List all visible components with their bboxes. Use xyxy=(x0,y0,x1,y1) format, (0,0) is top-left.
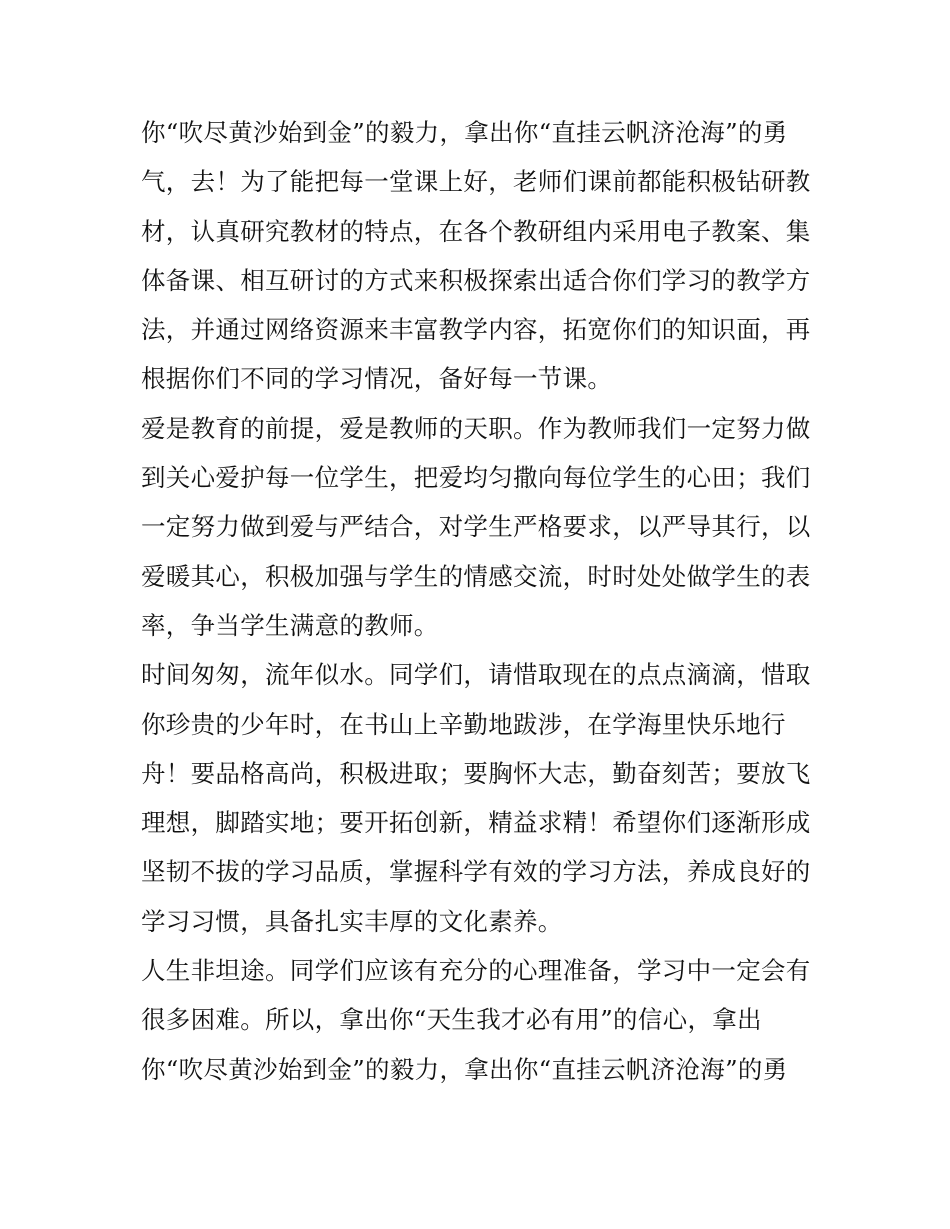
text-line: 材，认真研究教材的特点，在各个教研组内采用电子教案、集 xyxy=(141,216,811,246)
text-line: 你“吹尽黄沙始到金”的毅力，拿出你“直挂云帆济沧海”的勇 xyxy=(141,1054,788,1084)
text-line: 时间匆匆，流年似水。同学们，请惜取现在的点点滴滴，惜取 xyxy=(141,660,811,690)
text-line: 根据你们不同的学习情况，备好每一节课。 xyxy=(141,364,613,394)
text-line: 学习习惯，具备扎实丰厚的文化素养。 xyxy=(141,906,563,936)
text-line: 气，去！为了能把每一堂课上好，老师们课前都能积极钻研教 xyxy=(141,167,811,197)
text-line: 到关心爱护每一位学生，把爱均匀撒向每位学生的心田；我们 xyxy=(141,463,811,493)
text-line: 率，争当学生满意的教师。 xyxy=(141,610,439,640)
body-text xyxy=(141,108,821,1094)
text-line: 你珍贵的少年时，在书山上辛勤地跋涉，在学海里快乐地行 xyxy=(141,709,786,739)
text-line: 舟！要品格高尚，积极进取；要胸怀大志，勤奋刻苦；要放飞 xyxy=(141,758,811,788)
text-line: 一定努力做到爱与严结合，对学生严格要求，以严导其行，以 xyxy=(141,512,811,542)
text-line: 法，并通过网络资源来丰富教学内容，拓宽你们的知识面，再 xyxy=(141,315,811,345)
text-line: 爱是教育的前提，爱是教师的天职。作为教师我们一定努力做 xyxy=(141,413,811,443)
text-line: 理想，脚踏实地；要开拓创新，精益求精！希望你们逐渐形成 xyxy=(141,808,811,838)
text-line: 爱暖其心，积极加强与学生的情感交流，时时处处做学生的表 xyxy=(141,561,811,591)
text-line: 体备课、相互研讨的方式来积极探索出适合你们学习的教学方 xyxy=(141,265,811,295)
text-line: 很多困难。所以，拿出你“天生我才必有用”的信心，拿出 xyxy=(141,1005,762,1035)
text-line: 坚韧不拔的学习品质，掌握科学有效的学习方法，养成良好的 xyxy=(141,857,811,887)
text-line: 你“吹尽黄沙始到金”的毅力，拿出你“直挂云帆济沧海”的勇 xyxy=(141,118,788,147)
text-line: 人生非坦途。同学们应该有充分的心理准备，学习中一定会有 xyxy=(141,956,811,986)
